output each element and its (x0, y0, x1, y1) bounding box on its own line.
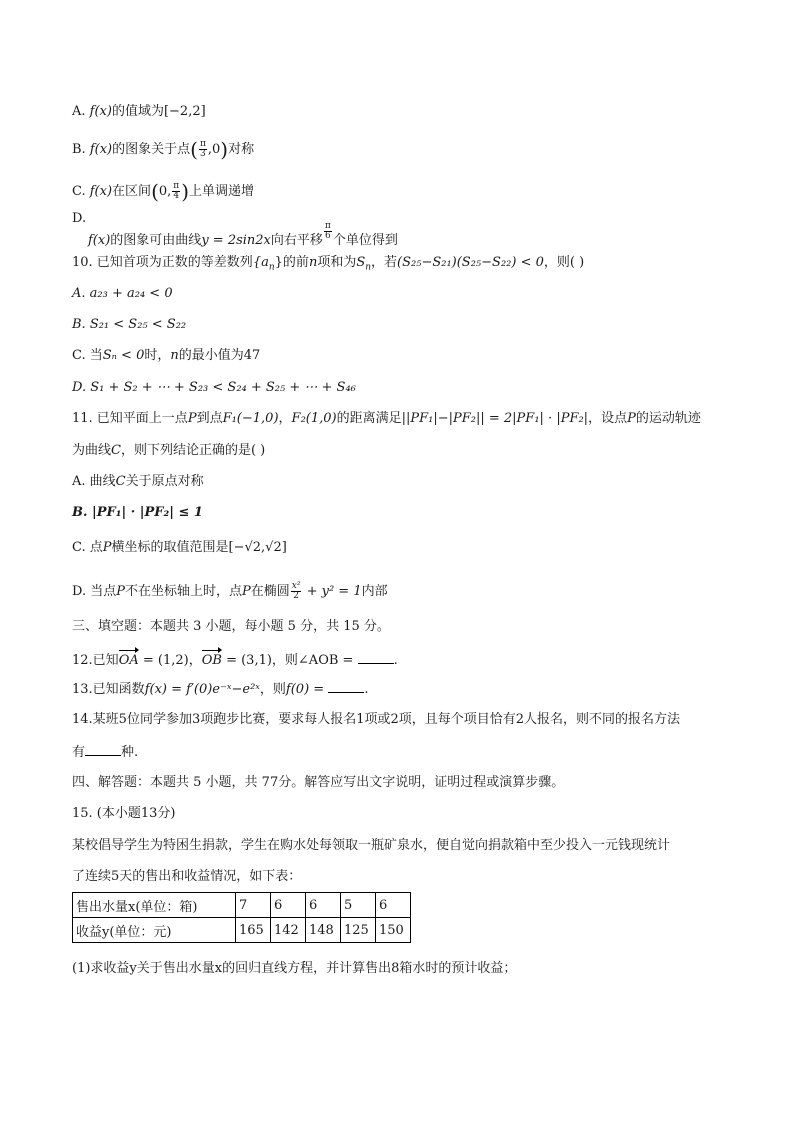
q11-stem-line1: 11. 已知平面上一点P到点F₁(−1,0)，F₂(1,0)的距离满足||PF₁|−|PF₂|| = 2|PF₁| · |PF₂|，设点P的运动轨迹 (72, 411, 701, 426)
table-cell: 5 (341, 893, 376, 918)
q10-stem: 10. 已知首项为正数的等差数列$\{a_n\}$的前n项和为$S_n$，若(S₂₅−S₂₁)(S₂₅−S₂₂) < 0，则( ) (72, 255, 585, 273)
q14-answer-blank[interactable] (85, 743, 121, 756)
q10-option-d: D. S₁ + S₂ + ⋯ + S₂₃ < S₂₄ + S₂₅ + ⋯ + S₄₆ (72, 380, 356, 395)
q14-line2: 有 种. (72, 745, 139, 760)
table-cell: 150 (376, 918, 411, 943)
q13-answer-blank[interactable] (328, 680, 364, 693)
section-4-heading: 四、解答题：本题共 5 小题，共 77分。解答应写出文字说明，证明过程或演算步骤。 (72, 775, 565, 790)
fraction-pi-6: $\frac{\pi}{6}$ (324, 221, 331, 241)
q10-option-c: C. 当Sₙ < 0时，n的最小值为47 (72, 348, 261, 363)
q15-heading: 15. (本小题13分) (72, 806, 176, 821)
table-cell: 6 (271, 893, 306, 918)
fraction-x2-over-2: $\frac{\text{x²}}{2}$ (291, 581, 301, 601)
q10-option-a: A. a₂₃ + a₂₄ < 0 (72, 286, 173, 301)
table-cell: 6 (306, 893, 341, 918)
q12: 12.已知OA = (1,2)，OB = (3,1)，则∠AOB = . (72, 653, 398, 668)
q9-option-c: C. f(x)在区间(0, $\frac{\pi}{4}$ )上单调递增 (72, 179, 255, 204)
q10-option-b: B. S₂₁ < S₂₅ < S₂₂ (72, 317, 187, 332)
q15-line1: 某校倡导学生为特困生捐款，学生在购水处每领取一瓶矿泉水，便自觉向捐款箱中至少投入一元钱现统计 (72, 838, 671, 853)
q11-stem-line2: 为曲线C，则下列结论正确的是( ) (72, 443, 266, 458)
table-cell: 142 (271, 918, 306, 943)
table-cell: 125 (341, 918, 376, 943)
q15-subquestion-1: (1)求收益y关于售出水量x的回归直线方程，并计算售出8箱水时的预计收益； (72, 961, 517, 976)
q9-option-d: f(x)的图象可由曲线y = 2sin2x向右平移 $\frac{\pi}{6}$ 个单位得到 (88, 221, 398, 248)
q11-option-a: A. 曲线C关于原点对称 (72, 474, 204, 489)
table-cell: 7 (236, 893, 271, 918)
q9-option-d-label: D. (72, 211, 87, 226)
fraction-pi-3: $\frac{\pi}{3}$ (199, 139, 206, 159)
q9-option-a: A. f(x)的值域为[−2,2] (72, 104, 206, 119)
q11-option-b: B. |PF₁| · |PF₂| ≤ 1 (72, 505, 203, 520)
q15-line2: 了连续5天的售出和收益情况，如下表： (72, 869, 302, 884)
section-3-heading: 三、填空题：本题共 3 小题，每小题 5 分，共 15 分。 (72, 619, 390, 634)
q14-line1: 14.某班5位同学参加3项跑步比赛，要求每人报名1项或2项，且每个项目恰有2人报名，则不同的报名方法 (72, 712, 681, 727)
q11-option-d: D. 当点P不在坐标轴上时，点P在椭圆 $\frac{\text{x²}}{2}$ + y² = 1内部 (72, 581, 388, 601)
table-row (73, 918, 411, 943)
q12-answer-blank[interactable] (358, 651, 394, 664)
table-cell: 6 (376, 893, 411, 918)
table-row-label: 售出水量x(单位：箱) (73, 893, 236, 918)
fraction-pi-4: $\frac{\pi}{4}$ (173, 181, 180, 201)
q11-option-c: C. 点P横坐标的取值范围是[−√2,√2] (72, 540, 287, 555)
q13: 13.已知函数f(x) = f′(0)e⁻ˣ−e²ˣ，则f(0) = . (72, 682, 369, 697)
table-cell: 148 (306, 918, 341, 943)
table-row (73, 893, 411, 918)
table-row-label: 收益y(单位：元) (73, 918, 236, 943)
table-cell: 165 (236, 918, 271, 943)
q9-option-b: B. f(x)的图象关于点( $\frac{\pi}{3}$ ,0)对称 (72, 137, 255, 162)
q15-data-table (72, 892, 411, 943)
